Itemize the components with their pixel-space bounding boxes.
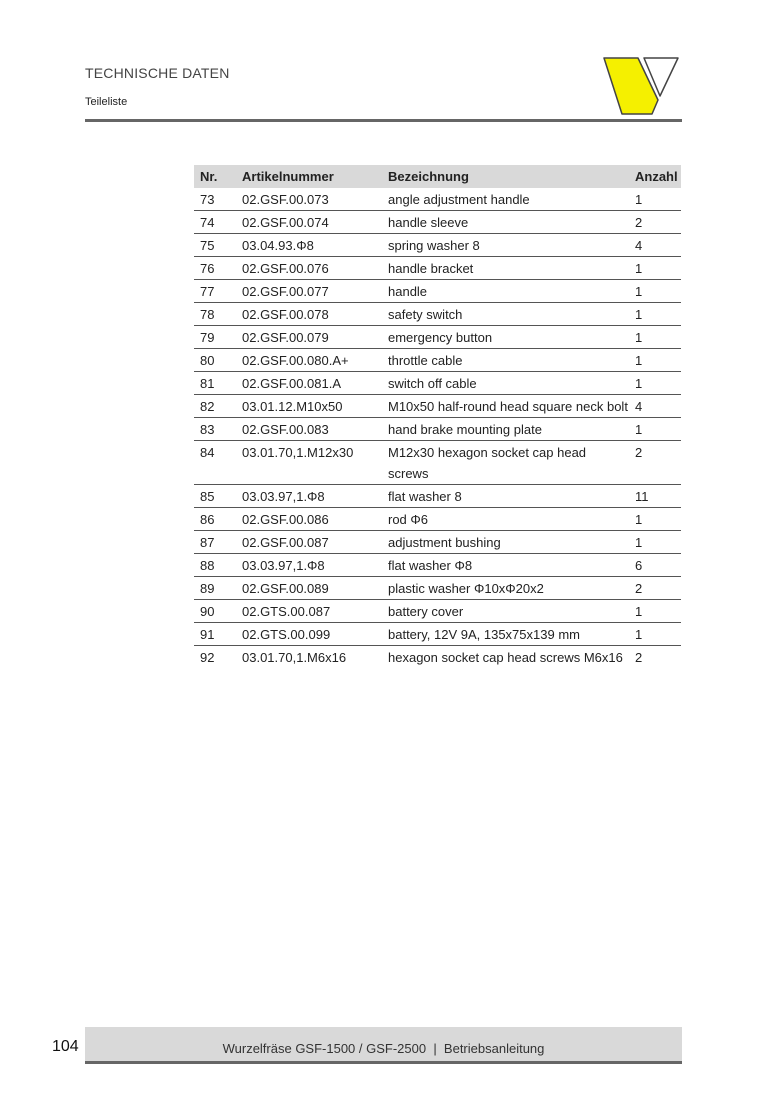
table-row	[194, 280, 681, 303]
cell-anzahl: 6	[629, 554, 681, 577]
cell-anzahl: 11	[629, 485, 681, 508]
cell-artikelnummer: 02.GSF.00.087	[236, 531, 382, 554]
cell-bezeichnung: emergency button	[382, 326, 629, 349]
cell-bezeichnung: plastic washer Φ10xΦ20x2	[382, 577, 629, 600]
cell-bezeichnung: M12x30 hexagon socket cap head screws	[382, 441, 629, 485]
cell-anzahl: 1	[629, 623, 681, 646]
footer-text: Wurzelfräse GSF-1500 / GSF-2500 | Betriebsanleitung	[222, 1041, 545, 1056]
section-subtitle: Teileliste	[85, 96, 128, 108]
table-row	[194, 211, 681, 234]
cell-bezeichnung: hand brake mounting plate	[382, 418, 629, 441]
table-row	[194, 485, 681, 508]
table-row	[194, 418, 681, 441]
cell-nr: 78	[194, 303, 236, 326]
column-header-artikelnummer: Artikelnummer	[236, 165, 382, 188]
section-title: TECHNISCHE DATEN	[85, 65, 230, 81]
cell-artikelnummer: 02.GTS.00.099	[236, 623, 382, 646]
cell-bezeichnung: safety switch	[382, 303, 629, 326]
cell-anzahl: 1	[629, 326, 681, 349]
cell-nr: 90	[194, 600, 236, 623]
cell-anzahl: 1	[629, 188, 681, 211]
cell-anzahl: 1	[629, 531, 681, 554]
brand-logo	[600, 52, 682, 118]
cell-bezeichnung: M10x50 half-round head square neck bolt	[382, 395, 629, 418]
cell-artikelnummer: 02.GSF.00.077	[236, 280, 382, 303]
cell-anzahl: 2	[629, 211, 681, 234]
cell-anzahl: 2	[635, 650, 643, 665]
table-row	[194, 257, 681, 280]
table-row	[194, 623, 681, 646]
cell-bezeichnung: handle sleeve	[382, 211, 629, 234]
cell-anzahl: 1	[629, 418, 681, 441]
cell-artikelnummer: 02.GSF.00.086	[236, 508, 382, 531]
cell-nr: 76	[194, 257, 236, 280]
cell-bezeichnung: flat washer 8	[382, 485, 629, 508]
cell-nr: 77	[194, 280, 236, 303]
cell-nr: 83	[194, 418, 236, 441]
cell-artikelnummer: 02.GSF.00.078	[236, 303, 382, 326]
cell-anzahl: 1	[629, 508, 681, 531]
column-header-anzahl: Anzahl	[629, 165, 681, 188]
cell-anzahl: 2	[629, 441, 681, 485]
cell-anzahl: 2	[629, 577, 681, 600]
cell-artikelnummer: 03.03.97,1.Φ8	[236, 554, 382, 577]
table-row	[194, 531, 681, 554]
table-row	[194, 441, 681, 485]
cell-nr: 81	[194, 372, 236, 395]
cell-bezeichnung: hexagon socket cap head screws M6x16	[388, 650, 623, 665]
cell-nr: 91	[194, 623, 236, 646]
cell-nr: 87	[194, 531, 236, 554]
cell-nr: 73	[194, 188, 236, 211]
cell-nr: 79	[194, 326, 236, 349]
cell-artikelnummer: 02.GSF.00.079	[236, 326, 382, 349]
table-row	[194, 303, 681, 326]
cell-nr: 82	[194, 395, 236, 418]
table-row	[194, 372, 681, 395]
cell-anzahl: 1	[629, 257, 681, 280]
table-row	[194, 577, 681, 600]
cell-nr: 88	[194, 554, 236, 577]
table-row	[194, 554, 681, 577]
cell-anzahl: 1	[629, 600, 681, 623]
cell-artikelnummer: 03.01.70,1.M6x16	[242, 650, 347, 665]
cell-bezeichnung: adjustment bushing	[382, 531, 629, 554]
cell-bezeichnung: battery, 12V 9A, 135x75x139 mm	[382, 623, 629, 646]
cell-nr: 92	[200, 650, 215, 665]
table-row	[194, 349, 681, 372]
header-divider	[85, 119, 682, 122]
cell-anzahl: 4	[629, 234, 681, 257]
cell-nr: 89	[194, 577, 236, 600]
table-row	[194, 234, 681, 257]
parts-table	[194, 165, 681, 668]
cell-bezeichnung: spring washer 8	[382, 234, 629, 257]
table-row	[194, 600, 681, 623]
cell-artikelnummer: 02.GSF.00.073	[236, 188, 382, 211]
cell-bezeichnung: handle bracket	[382, 257, 629, 280]
cell-artikelnummer: 03.01.70,1.M12x30	[236, 441, 382, 485]
column-header-nr: Nr.	[194, 165, 236, 188]
page-number: 104	[52, 1038, 79, 1055]
cell-bezeichnung: battery cover	[382, 600, 629, 623]
cell-nr: 86	[194, 508, 236, 531]
table-header-row	[194, 165, 681, 188]
cell-anzahl: 1	[629, 349, 681, 372]
cell-bezeichnung: flat washer Φ8	[382, 554, 629, 577]
cell-nr: 80	[194, 349, 236, 372]
cell-nr: 74	[194, 211, 236, 234]
column-header-bezeichnung: Bezeichnung	[382, 165, 629, 188]
cell-bezeichnung: rod Φ6	[382, 508, 629, 531]
cell-artikelnummer: 02.GSF.00.089	[236, 577, 382, 600]
cell-artikelnummer: 02.GSF.00.074	[236, 211, 382, 234]
cell-anzahl: 1	[629, 280, 681, 303]
cell-bezeichnung: throttle cable	[382, 349, 629, 372]
table-row	[194, 326, 681, 349]
cell-anzahl: 1	[629, 303, 681, 326]
table-row	[194, 188, 681, 211]
table-row	[194, 395, 681, 418]
cell-artikelnummer: 03.03.97,1.Φ8	[236, 485, 382, 508]
cell-artikelnummer: 03.01.12.M10x50	[236, 395, 382, 418]
table-row	[194, 508, 681, 531]
cell-nr: 75	[194, 234, 236, 257]
cell-bezeichnung: switch off cable	[382, 372, 629, 395]
cell-artikelnummer: 02.GSF.00.080.A+	[236, 349, 382, 372]
cell-artikelnummer: 02.GSF.00.076	[236, 257, 382, 280]
cell-artikelnummer: 02.GSF.00.081.A	[236, 372, 382, 395]
cell-artikelnummer: 02.GTS.00.087	[236, 600, 382, 623]
cell-anzahl: 1	[629, 372, 681, 395]
cell-artikelnummer: 03.04.93.Φ8	[236, 234, 382, 257]
footer-band	[85, 1027, 682, 1064]
table-row	[194, 646, 681, 669]
cell-bezeichnung: angle adjustment handle	[382, 188, 629, 211]
cell-bezeichnung: handle	[382, 280, 629, 303]
cell-nr: 84	[194, 441, 236, 485]
cell-anzahl: 4	[629, 395, 681, 418]
cell-artikelnummer: 02.GSF.00.083	[236, 418, 382, 441]
cell-nr: 85	[194, 485, 236, 508]
